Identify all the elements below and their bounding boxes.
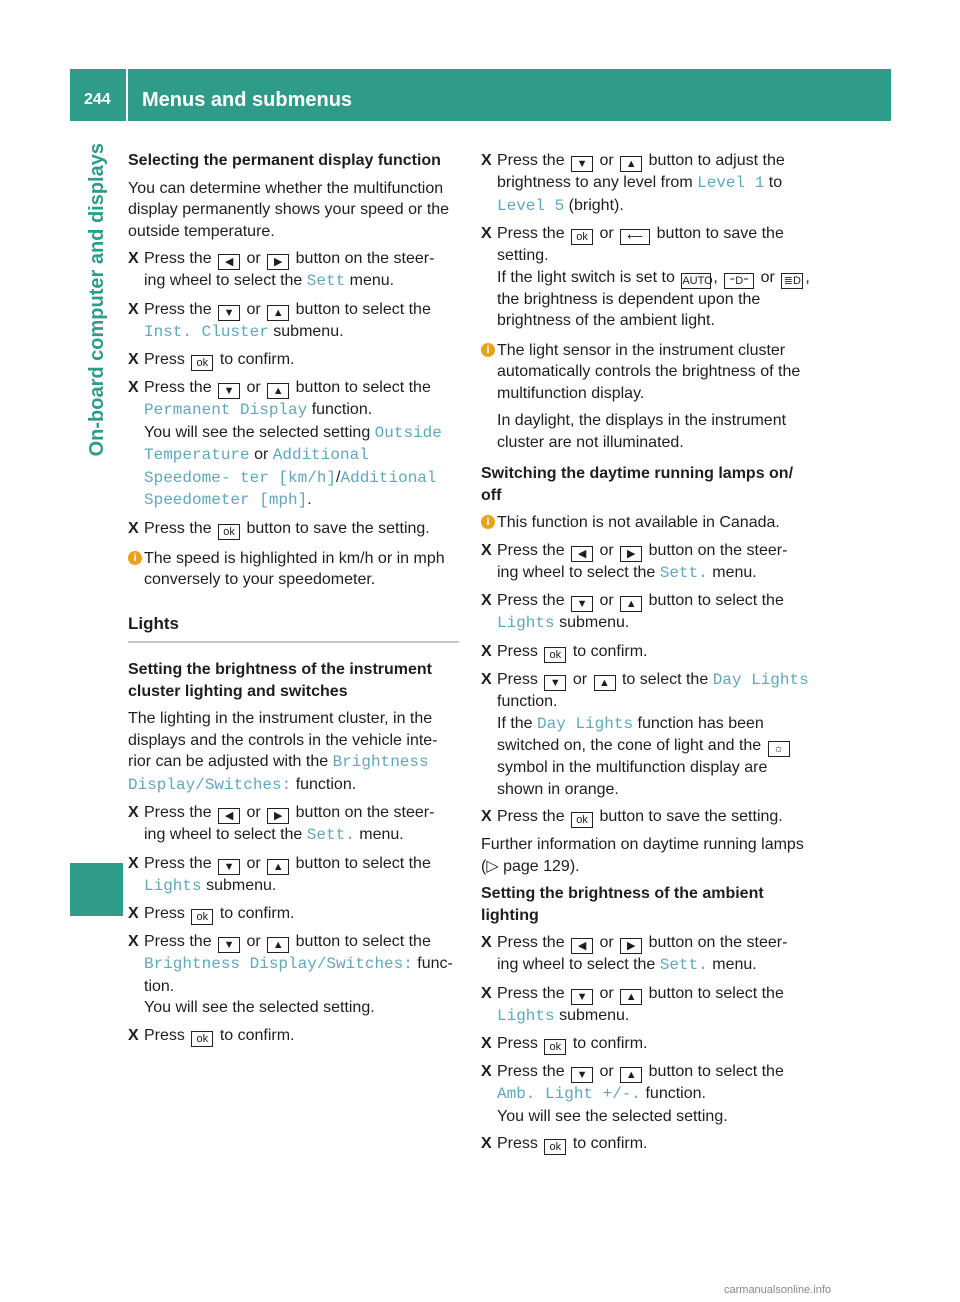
heading-permanent-display: Selecting the permanent display function — [128, 152, 441, 169]
step-marker: X — [128, 250, 139, 267]
low-beam-icon: ≣D — [781, 273, 803, 289]
info-note — [128, 548, 459, 591]
step: X Press ok to confirm. — [481, 642, 648, 661]
info-icon: i — [481, 343, 495, 357]
step-marker: X — [128, 379, 139, 396]
up-arrow-icon: ▲ — [267, 383, 289, 399]
heading-brightness: Setting the brightness of the instrument cluster lighting and switches — [128, 661, 433, 700]
cone-of-light-icon: ☼ — [768, 741, 790, 757]
info-icon: i — [481, 515, 495, 529]
step-marker: X — [481, 984, 492, 1002]
step-marker: X — [481, 934, 492, 951]
step: X Press the ▼ or ▲ button to select the Lights submenu. — [481, 984, 784, 1025]
down-arrow-icon: ▼ — [218, 859, 240, 875]
step: X Press the ok or ⟵ button to save the setting. If the light switch is set to AUTO, ⁼D⁼ or ≣D , the brightness is dependent upon the brightness of the ambient light. — [481, 225, 810, 329]
up-arrow-icon: ▲ — [620, 596, 642, 612]
header-divider — [126, 69, 128, 121]
step: X Press ▼ or ▲ to select the Day Lights function. If the Day Lights function has been switched on, the cone of light and the ☼ symbol in the multifunction display are shown in orange. — [481, 670, 809, 798]
step-marker: X — [481, 541, 492, 559]
step-marker: X — [128, 854, 139, 872]
right-arrow-icon: ▶ — [620, 938, 642, 954]
level-1: Level 1 — [697, 174, 765, 192]
fn-brightness-display-switches: Brightness Display/Switches: — [144, 955, 413, 973]
menu-sett: Sett. — [306, 826, 355, 844]
fn-day-lights: Day Lights — [537, 714, 634, 733]
page-number: 244 — [84, 91, 111, 108]
step-marker: X — [128, 1026, 139, 1044]
fn-ambient-light: Amb. Light +/-. — [497, 1085, 642, 1103]
opt-additional-mph: Additional Speedometer [mph] — [144, 468, 437, 509]
step-marker: X — [481, 152, 492, 169]
right-arrow-icon: ▶ — [267, 254, 289, 270]
ok-key-icon: ok — [544, 1139, 566, 1155]
up-arrow-icon: ▲ — [267, 937, 289, 953]
menu-lights: Lights — [497, 1006, 555, 1025]
right-arrow-icon: ▶ — [267, 808, 289, 824]
paragraph-permanent-display: You can determine whether the multifunction display permanently shows your speed or the outside temperature. — [128, 179, 450, 240]
down-arrow-icon: ▼ — [218, 937, 240, 953]
back-key-icon: ⟵ — [620, 229, 650, 245]
step: X Press ok to confirm. — [128, 351, 295, 369]
menu-sett: Sett. — [659, 563, 708, 582]
side-tab — [72, 143, 122, 601]
info-sensor-text: The light sensor in the instrument cluster automatically controls the brightness of the multifunction display. — [497, 341, 801, 402]
step-marker: X — [481, 1135, 492, 1152]
menu-sett: Sett. — [659, 956, 708, 974]
step-marker: X — [481, 592, 492, 609]
down-arrow-icon: ▼ — [544, 675, 566, 691]
step: X Press the ▼ or ▲ button to select the Lights submenu. — [481, 592, 784, 632]
ok-key-icon: ok — [191, 1031, 213, 1047]
fn-day-lights: Day Lights — [712, 670, 809, 689]
opt-additional-kmh: Additional Speedome‑ ter [km/h] — [144, 446, 369, 487]
step: X Press the ok button to save the setting. — [128, 519, 430, 538]
right-arrow-icon: ▶ — [620, 546, 642, 562]
parking-light-icon: ⁼D⁼ — [724, 273, 754, 289]
step: X Press ok to confirm. — [128, 1026, 295, 1045]
menu-sett: Sett — [306, 272, 346, 290]
info-speed-text: The speed is highlighted in km/h or in mph conversely to your speedometer. — [144, 549, 445, 588]
step-marker: X — [128, 933, 139, 950]
fn-permanent-display: Permanent Display — [144, 401, 308, 419]
left-column — [128, 150, 459, 1053]
heading-ambient: Setting the brightness of the ambient lighting — [481, 885, 764, 924]
step: X Press the ◀ or ▶ button on the steer‑ ing wheel to select the Sett. menu. — [481, 934, 788, 974]
paragraph-further-info: Further information on daytime running lamps (▷ page 129). — [481, 836, 804, 875]
ok-key-icon: ok — [571, 229, 593, 245]
section-lights: Lights — [128, 613, 459, 644]
ok-key-icon: ok — [218, 524, 240, 540]
ok-key-icon: ok — [544, 647, 566, 663]
menu-lights: Lights — [144, 876, 202, 895]
info-note — [481, 340, 812, 454]
down-arrow-icon: ▼ — [571, 989, 593, 1005]
step-marker: X — [128, 905, 139, 922]
step-marker: X — [128, 300, 139, 318]
down-arrow-icon: ▼ — [571, 156, 593, 172]
info-canada-text: This function is not available in Canada. — [497, 514, 780, 531]
page-title: Menus and submenus — [142, 89, 353, 111]
up-arrow-icon: ▲ — [620, 1067, 642, 1083]
down-arrow-icon: ▼ — [218, 383, 240, 399]
left-arrow-icon: ◀ — [571, 938, 593, 954]
side-block — [70, 863, 123, 916]
auto-light-icon: AUTO — [682, 274, 713, 287]
step: X Press ok to confirm. — [481, 1135, 648, 1153]
step-marker: X — [128, 519, 139, 537]
step: X Press the ▼ or ▲ button to select the Lights submenu. — [128, 854, 431, 895]
step: X Press the ▼ or ▲ button to select the Permanent Display function. You will see the selected setting Outside Temperature or Additional Speedome‑ ter [km/h]/Additional Speedometer [mph]. — [128, 379, 442, 509]
fn-brightness-display-switches: Brightness Display/Switches: — [128, 753, 429, 794]
step: X Press the ▼ or ▲ button to select the Brightness Display/Switches: func‑ tion. You will see the selected setting. — [128, 933, 453, 1016]
left-arrow-icon: ◀ — [571, 546, 593, 562]
ok-key-icon: ok — [544, 1039, 566, 1055]
info-icon: i — [128, 551, 142, 565]
step-marker: X — [481, 670, 492, 688]
level-5: Level 5 — [497, 196, 565, 215]
up-arrow-icon: ▲ — [594, 675, 616, 691]
ok-key-icon: ok — [571, 812, 593, 828]
step-marker: X — [481, 642, 492, 660]
opt-outside-temperature: Outside Temperature — [144, 423, 442, 464]
up-arrow-icon: ▲ — [267, 859, 289, 875]
side-tab-label: On-board computer and displays — [86, 143, 108, 457]
step: X Press the ▼ or ▲ button to adjust the brightness to any level from Level 1 to Level 5 (bright). — [481, 152, 785, 215]
step: X Press the ok button to save the setting. — [481, 808, 783, 826]
footer-watermark: carmanualsonline.info — [724, 1284, 832, 1296]
paragraph-brightness: The lighting in the instrument cluster, in the displays and the controls in the vehicle inte‑ rior can be adjusted with the Brightness Display/Switches: function. — [128, 710, 438, 794]
ok-key-icon: ok — [191, 909, 213, 925]
info-note — [481, 512, 812, 534]
down-arrow-icon: ▼ — [218, 305, 240, 321]
step: X Press the ◀ or ▶ button on the steer‑ ing wheel to select the Sett menu. — [128, 250, 435, 290]
step-marker: X — [481, 1063, 492, 1080]
step: X Press ok to confirm. — [128, 905, 295, 923]
step-marker: X — [481, 225, 492, 242]
step-marker: X — [481, 808, 492, 825]
right-column — [481, 150, 812, 1161]
info-daylight-text: In daylight, the displays in the instrument cluster are not illuminated. — [497, 412, 787, 451]
up-arrow-icon: ▲ — [620, 989, 642, 1005]
step-marker: X — [128, 804, 139, 821]
step: X Press the ▼ or ▲ button to select the Amb. Light +/-. function. You will see the selected setting. — [481, 1063, 784, 1125]
down-arrow-icon: ▼ — [571, 1067, 593, 1083]
step-marker: X — [481, 1035, 492, 1052]
step-marker: X — [128, 351, 139, 368]
left-arrow-icon: ◀ — [218, 254, 240, 270]
ok-key-icon: ok — [191, 355, 213, 371]
menu-inst-cluster: Inst. Cluster — [144, 322, 269, 341]
left-arrow-icon: ◀ — [218, 808, 240, 824]
step: X Press the ◀ or ▶ button on the steer‑ ing wheel to select the Sett. menu. — [128, 804, 435, 844]
down-arrow-icon: ▼ — [571, 596, 593, 612]
heading-daytime-lamps: Switching the daytime running lamps on/ off — [481, 465, 794, 504]
up-arrow-icon: ▲ — [620, 156, 642, 172]
step: X Press the ▼ or ▲ button to select the Inst. Cluster submenu. — [128, 300, 431, 341]
step: X Press the ◀ or ▶ button on the steer‑ ing wheel to select the Sett. menu. — [481, 541, 788, 582]
menu-lights: Lights — [497, 614, 555, 632]
step: X Press ok to confirm. — [481, 1035, 648, 1053]
up-arrow-icon: ▲ — [267, 305, 289, 321]
